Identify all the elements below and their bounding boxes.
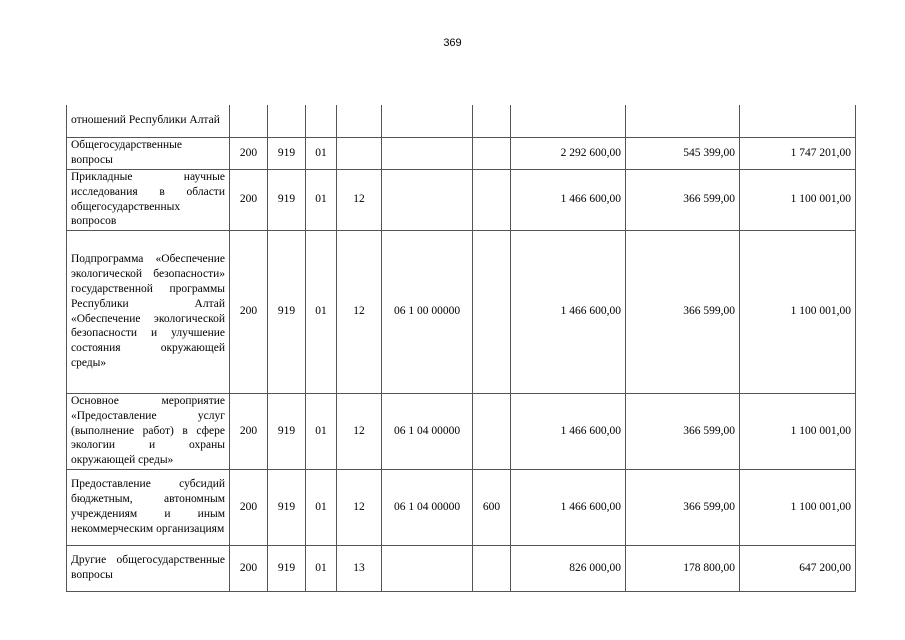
cell-code-1: 200: [230, 230, 268, 393]
cell-code-6: [473, 230, 511, 393]
table-row: [67, 137, 856, 169]
cell-amount-3: 1 100 001,00: [740, 169, 856, 230]
row-name: Подпрограмма «Обеспечение экологической безопасности» государственной программы Республики Алтай «Обеспечение экологической безопасности и улучшение состояния окружающей среды»: [67, 230, 230, 393]
cell-code-5: 06 1 04 00000: [382, 469, 473, 545]
cell-code-1: 200: [230, 545, 268, 591]
cell-code-5: [382, 137, 473, 169]
cell-amount-3: [740, 105, 856, 137]
budget-table: [66, 105, 856, 592]
cell-code-5: 06 1 00 00000: [382, 230, 473, 393]
row-name: отношений Республики Алтай: [67, 105, 230, 137]
row-name: Основное мероприятие «Предоставление услуг (выполнение работ) в сфере экологии и охраны окружающей среды»: [67, 393, 230, 469]
cell-amount-2: 178 800,00: [626, 545, 740, 591]
cell-amount-3: 1 100 001,00: [740, 393, 856, 469]
cell-amount-1: 2 292 600,00: [511, 137, 626, 169]
cell-code-3: 01: [306, 137, 337, 169]
cell-code-4: 13: [337, 545, 382, 591]
cell-amount-1: 1 466 600,00: [511, 169, 626, 230]
cell-code-6: [473, 545, 511, 591]
cell-amount-1: 1 466 600,00: [511, 469, 626, 545]
table-row: [67, 105, 856, 137]
table-row: [67, 230, 856, 393]
cell-code-3: [306, 105, 337, 137]
cell-code-2: 919: [268, 469, 306, 545]
table-row: [67, 545, 856, 591]
table-row: [67, 393, 856, 469]
cell-amount-1: [511, 105, 626, 137]
cell-amount-2: 366 599,00: [626, 393, 740, 469]
cell-amount-1: 826 000,00: [511, 545, 626, 591]
cell-code-5: [382, 545, 473, 591]
cell-code-5: [382, 169, 473, 230]
cell-code-2: 919: [268, 137, 306, 169]
cell-code-1: [230, 105, 268, 137]
cell-code-4: 12: [337, 230, 382, 393]
page-number: 369: [443, 37, 462, 49]
cell-amount-3: 1 100 001,00: [740, 469, 856, 545]
cell-code-6: [473, 169, 511, 230]
cell-amount-3: 647 200,00: [740, 545, 856, 591]
cell-code-3: 01: [306, 545, 337, 591]
cell-code-6: [473, 137, 511, 169]
row-name: Предоставление субсидий бюджетным, автономным учреждениям и иным некоммерческим организациям: [67, 469, 230, 545]
cell-code-1: 200: [230, 469, 268, 545]
cell-code-3: 01: [306, 469, 337, 545]
row-name: Другие общегосударственные вопросы: [67, 545, 230, 591]
cell-code-3: 01: [306, 230, 337, 393]
cell-code-2: 919: [268, 393, 306, 469]
cell-code-1: 200: [230, 137, 268, 169]
table-row: [67, 469, 856, 545]
cell-amount-2: 366 599,00: [626, 169, 740, 230]
cell-code-1: 200: [230, 393, 268, 469]
cell-amount-1: 1 466 600,00: [511, 393, 626, 469]
cell-code-3: 01: [306, 169, 337, 230]
cell-code-5: [382, 105, 473, 137]
cell-code-1: 200: [230, 169, 268, 230]
cell-amount-2: 366 599,00: [626, 230, 740, 393]
cell-code-4: [337, 105, 382, 137]
table-row: [67, 169, 856, 230]
cell-code-2: 919: [268, 169, 306, 230]
cell-code-4: [337, 137, 382, 169]
cell-amount-3: 1 100 001,00: [740, 230, 856, 393]
row-name: Общегосударственные вопросы: [67, 137, 230, 169]
row-name: Прикладные научные исследования в области общегосударственных вопросов: [67, 169, 230, 230]
cell-code-6: 600: [473, 469, 511, 545]
cell-code-6: [473, 105, 511, 137]
cell-code-3: 01: [306, 393, 337, 469]
cell-code-4: 12: [337, 469, 382, 545]
cell-code-2: 919: [268, 230, 306, 393]
cell-amount-2: 366 599,00: [626, 469, 740, 545]
cell-amount-2: 545 399,00: [626, 137, 740, 169]
cell-code-2: [268, 105, 306, 137]
cell-code-4: 12: [337, 393, 382, 469]
cell-amount-1: 1 466 600,00: [511, 230, 626, 393]
cell-code-4: 12: [337, 169, 382, 230]
cell-amount-3: 1 747 201,00: [740, 137, 856, 169]
cell-amount-2: [626, 105, 740, 137]
cell-code-6: [473, 393, 511, 469]
cell-code-5: 06 1 04 00000: [382, 393, 473, 469]
cell-code-2: 919: [268, 545, 306, 591]
